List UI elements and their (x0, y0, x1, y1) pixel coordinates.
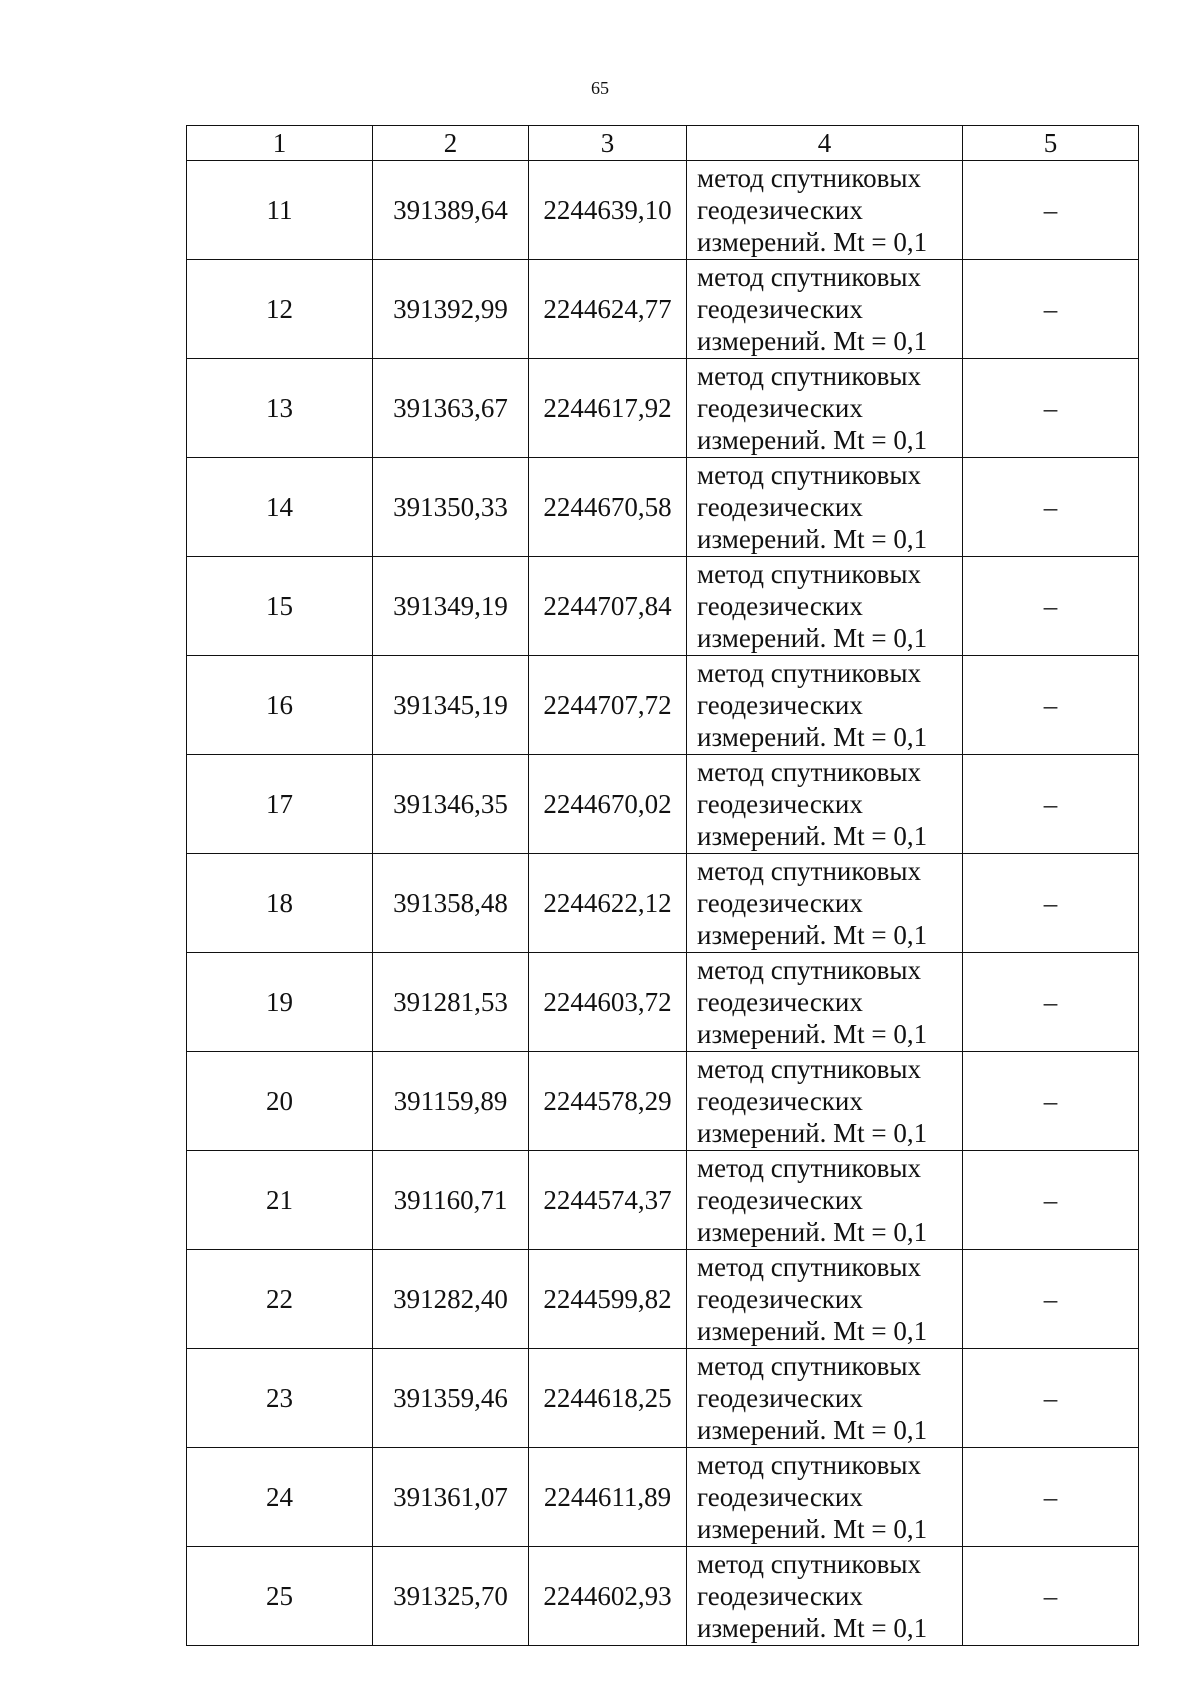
method-line: метод спутниковых (697, 559, 921, 589)
method-cell (687, 458, 963, 557)
table-row (187, 1250, 1139, 1349)
method-cell (687, 656, 963, 755)
method-cell (687, 1151, 963, 1250)
method-line: метод спутниковых (697, 361, 921, 391)
y-coordinate-cell: 2244617,92 (529, 359, 687, 458)
y-coordinate-cell: 2244578,29 (529, 1052, 687, 1151)
header-cell: 5 (963, 126, 1139, 161)
method-line: геодезических (697, 591, 863, 621)
point-number-cell: 24 (187, 1448, 373, 1547)
x-coordinate-cell: 391346,35 (373, 755, 529, 854)
method-line: геодезических (697, 987, 863, 1017)
table-row (187, 557, 1139, 656)
point-number-cell: 12 (187, 260, 373, 359)
method-line: измерений. Mt = 0,1 (697, 1415, 928, 1445)
method-line: геодезических (697, 294, 863, 324)
x-coordinate-cell: 391392,99 (373, 260, 529, 359)
point-number-cell: 15 (187, 557, 373, 656)
table-row (187, 656, 1139, 755)
method-line: метод спутниковых (697, 460, 921, 490)
x-coordinate-cell: 391325,70 (373, 1547, 529, 1646)
table-row (187, 359, 1139, 458)
method-line: геодезических (697, 1284, 863, 1314)
x-coordinate-cell: 391349,19 (373, 557, 529, 656)
method-line: геодезических (697, 789, 863, 819)
point-number-cell: 25 (187, 1547, 373, 1646)
note-cell: – (963, 1250, 1139, 1349)
method-line: измерений. Mt = 0,1 (697, 920, 928, 950)
table-row (187, 1349, 1139, 1448)
method-cell (687, 161, 963, 260)
method-line: измерений. Mt = 0,1 (697, 326, 928, 356)
method-line: измерений. Mt = 0,1 (697, 1118, 928, 1148)
y-coordinate-cell: 2244618,25 (529, 1349, 687, 1448)
note-cell: – (963, 1547, 1139, 1646)
y-coordinate-cell: 2244624,77 (529, 260, 687, 359)
note-cell: – (963, 458, 1139, 557)
method-line: геодезических (697, 1482, 863, 1512)
note-cell: – (963, 854, 1139, 953)
method-line: геодезических (697, 690, 863, 720)
y-coordinate-cell: 2244670,58 (529, 458, 687, 557)
method-line: метод спутниковых (697, 1054, 921, 1084)
method-line: измерений. Mt = 0,1 (697, 1019, 928, 1049)
method-cell (687, 755, 963, 854)
table-row (187, 1151, 1139, 1250)
method-line: измерений. Mt = 0,1 (697, 623, 928, 653)
method-line: геодезических (697, 888, 863, 918)
method-line: метод спутниковых (697, 1450, 921, 1480)
table-header-row (187, 126, 1139, 161)
note-cell: – (963, 359, 1139, 458)
point-number-cell: 14 (187, 458, 373, 557)
method-line: измерений. Mt = 0,1 (697, 1613, 928, 1643)
y-coordinate-cell: 2244599,82 (529, 1250, 687, 1349)
note-cell: – (963, 1151, 1139, 1250)
point-number-cell: 22 (187, 1250, 373, 1349)
note-cell: – (963, 755, 1139, 854)
method-line: измерений. Mt = 0,1 (697, 425, 928, 455)
method-cell (687, 359, 963, 458)
method-line: метод спутниковых (697, 1549, 921, 1579)
point-number-cell: 19 (187, 953, 373, 1052)
note-cell: – (963, 1349, 1139, 1448)
x-coordinate-cell: 391281,53 (373, 953, 529, 1052)
table-row (187, 458, 1139, 557)
y-coordinate-cell: 2244670,02 (529, 755, 687, 854)
header-cell: 4 (687, 126, 963, 161)
method-line: геодезических (697, 1581, 863, 1611)
point-number-cell: 17 (187, 755, 373, 854)
page-number: 65 (591, 78, 609, 98)
y-coordinate-cell: 2244603,72 (529, 953, 687, 1052)
point-number-cell: 18 (187, 854, 373, 953)
method-line: геодезических (697, 492, 863, 522)
y-coordinate-cell: 2244639,10 (529, 161, 687, 260)
x-coordinate-cell: 391361,07 (373, 1448, 529, 1547)
method-cell (687, 557, 963, 656)
note-cell: – (963, 557, 1139, 656)
note-cell: – (963, 260, 1139, 359)
method-line: измерений. Mt = 0,1 (697, 1514, 928, 1544)
method-cell (687, 953, 963, 1052)
method-line: метод спутниковых (697, 757, 921, 787)
method-cell (687, 1547, 963, 1646)
table-row (187, 953, 1139, 1052)
x-coordinate-cell: 391159,89 (373, 1052, 529, 1151)
method-cell (687, 854, 963, 953)
header-cell: 3 (529, 126, 687, 161)
note-cell: – (963, 1448, 1139, 1547)
note-cell: – (963, 656, 1139, 755)
method-line: геодезических (697, 195, 863, 225)
method-line: геодезических (697, 393, 863, 423)
x-coordinate-cell: 391389,64 (373, 161, 529, 260)
x-coordinate-cell: 391160,71 (373, 1151, 529, 1250)
y-coordinate-cell: 2244611,89 (529, 1448, 687, 1547)
method-cell (687, 1448, 963, 1547)
table-row (187, 1052, 1139, 1151)
table-row (187, 854, 1139, 953)
method-line: измерений. Mt = 0,1 (697, 1316, 928, 1346)
method-line: измерений. Mt = 0,1 (697, 524, 928, 554)
coordinates-table (186, 125, 1139, 1646)
method-line: геодезических (697, 1185, 863, 1215)
method-line: метод спутниковых (697, 1153, 921, 1183)
method-line: измерений. Mt = 0,1 (697, 821, 928, 851)
x-coordinate-cell: 391282,40 (373, 1250, 529, 1349)
table-row (187, 260, 1139, 359)
note-cell: – (963, 161, 1139, 260)
header-cell: 2 (373, 126, 529, 161)
y-coordinate-cell: 2244707,72 (529, 656, 687, 755)
method-line: измерений. Mt = 0,1 (697, 722, 928, 752)
x-coordinate-cell: 391359,46 (373, 1349, 529, 1448)
method-line: метод спутниковых (697, 262, 921, 292)
point-number-cell: 11 (187, 161, 373, 260)
point-number-cell: 13 (187, 359, 373, 458)
table-row (187, 1448, 1139, 1547)
method-cell (687, 1349, 963, 1448)
method-cell (687, 260, 963, 359)
y-coordinate-cell: 2244602,93 (529, 1547, 687, 1646)
table-row (187, 161, 1139, 260)
point-number-cell: 23 (187, 1349, 373, 1448)
table-row (187, 755, 1139, 854)
method-line: измерений. Mt = 0,1 (697, 1217, 928, 1247)
header-cell: 1 (187, 126, 373, 161)
x-coordinate-cell: 391358,48 (373, 854, 529, 953)
method-line: геодезических (697, 1383, 863, 1413)
method-line: метод спутниковых (697, 658, 921, 688)
method-cell (687, 1250, 963, 1349)
method-cell (687, 1052, 963, 1151)
point-number-cell: 21 (187, 1151, 373, 1250)
y-coordinate-cell: 2244622,12 (529, 854, 687, 953)
x-coordinate-cell: 391363,67 (373, 359, 529, 458)
x-coordinate-cell: 391345,19 (373, 656, 529, 755)
method-line: измерений. Mt = 0,1 (697, 227, 928, 257)
point-number-cell: 16 (187, 656, 373, 755)
method-line: метод спутниковых (697, 1351, 921, 1381)
note-cell: – (963, 1052, 1139, 1151)
method-line: метод спутниковых (697, 856, 921, 886)
method-line: метод спутниковых (697, 163, 921, 193)
table-row (187, 1547, 1139, 1646)
method-line: геодезических (697, 1086, 863, 1116)
y-coordinate-cell: 2244707,84 (529, 557, 687, 656)
method-line: метод спутниковых (697, 1252, 921, 1282)
x-coordinate-cell: 391350,33 (373, 458, 529, 557)
method-line: метод спутниковых (697, 955, 921, 985)
note-cell: – (963, 953, 1139, 1052)
point-number-cell: 20 (187, 1052, 373, 1151)
y-coordinate-cell: 2244574,37 (529, 1151, 687, 1250)
